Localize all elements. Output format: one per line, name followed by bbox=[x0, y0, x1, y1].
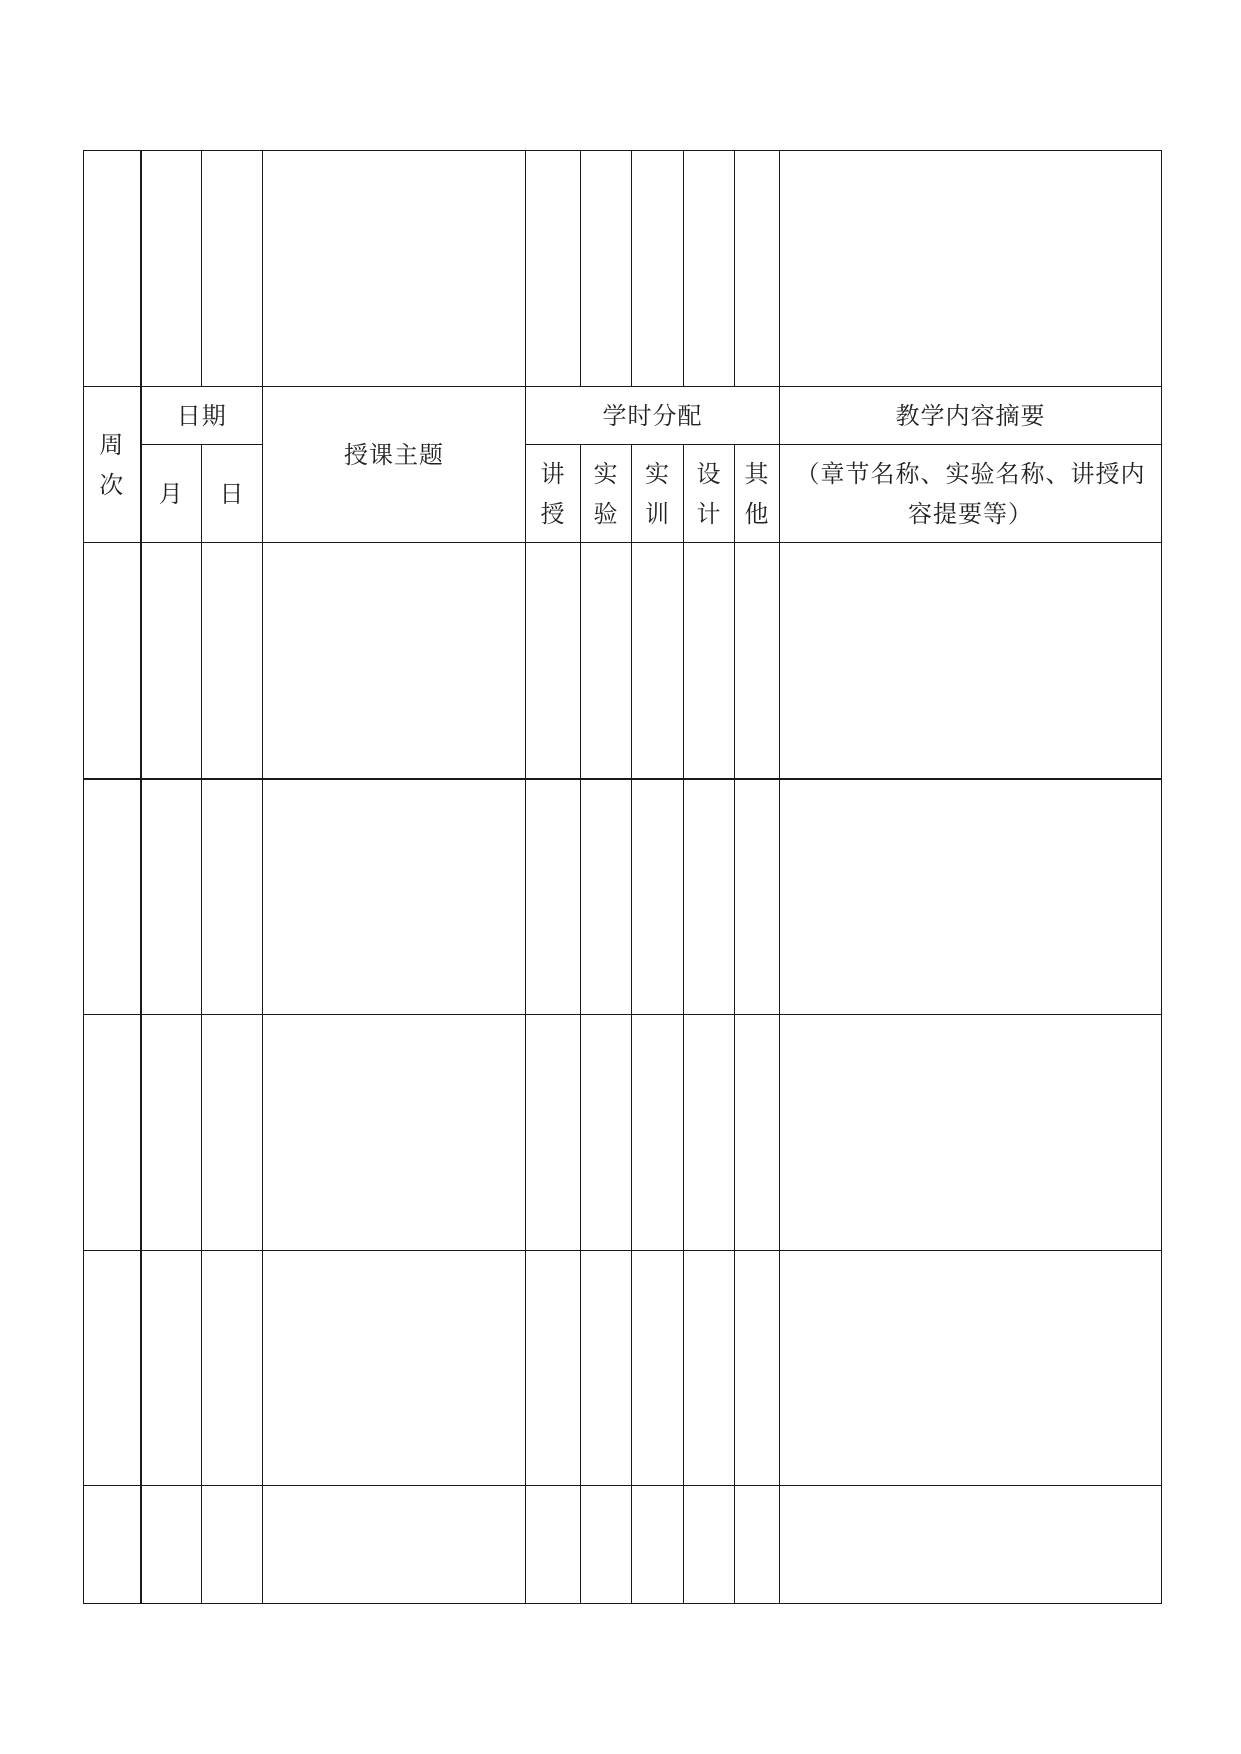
table-row bbox=[84, 779, 1162, 1015]
design-hours-cell bbox=[684, 779, 735, 1015]
topic-cell bbox=[263, 1251, 526, 1486]
training-hours-cell bbox=[632, 1486, 684, 1604]
table-row bbox=[84, 1486, 1162, 1604]
experiment-hours-cell bbox=[581, 1015, 632, 1251]
design-header: 设计 bbox=[684, 445, 735, 543]
other-hours-cell bbox=[735, 779, 780, 1015]
lecture-hours-cell bbox=[526, 1251, 581, 1486]
training-hours-cell bbox=[632, 779, 684, 1015]
summary-cell bbox=[780, 543, 1162, 779]
topic-cell bbox=[263, 151, 526, 387]
design-hours-cell bbox=[684, 1486, 735, 1604]
week-cell bbox=[84, 543, 141, 779]
topic-cell bbox=[263, 543, 526, 779]
date-header: 日期 bbox=[141, 387, 263, 445]
table-row bbox=[84, 151, 1162, 387]
experiment-hours-cell bbox=[581, 1486, 632, 1604]
lecture-hours-cell bbox=[526, 1486, 581, 1604]
month-cell bbox=[141, 151, 202, 387]
hours-header: 学时分配 bbox=[526, 387, 780, 445]
month-cell bbox=[141, 1251, 202, 1486]
teaching-schedule-table bbox=[83, 150, 1162, 1604]
experiment-hours-cell bbox=[581, 543, 632, 779]
day-cell bbox=[202, 779, 263, 1015]
header-row bbox=[84, 387, 1162, 445]
other-hours-cell bbox=[735, 1015, 780, 1251]
experiment-hours-cell bbox=[581, 779, 632, 1015]
month-cell bbox=[141, 779, 202, 1015]
other-header: 其他 bbox=[735, 445, 780, 543]
summary-note-header: （章节名称、实验名称、讲授内容提要等） bbox=[780, 445, 1162, 543]
topic-cell bbox=[263, 1015, 526, 1251]
experiment-hours-cell bbox=[581, 151, 632, 387]
header-row bbox=[84, 445, 1162, 543]
lecture-hours-cell bbox=[526, 151, 581, 387]
month-cell bbox=[141, 1015, 202, 1251]
other-hours-cell bbox=[735, 1486, 780, 1604]
training-hours-cell bbox=[632, 1015, 684, 1251]
week-cell bbox=[84, 151, 141, 387]
training-hours-cell bbox=[632, 1251, 684, 1486]
other-hours-cell bbox=[735, 543, 780, 779]
month-cell bbox=[141, 1486, 202, 1604]
month-header: 月 bbox=[141, 445, 202, 543]
lecture-header: 讲授 bbox=[526, 445, 581, 543]
day-cell bbox=[202, 1015, 263, 1251]
week-cell bbox=[84, 1251, 141, 1486]
summary-cell bbox=[780, 1251, 1162, 1486]
lecture-hours-cell bbox=[526, 543, 581, 779]
training-header: 实训 bbox=[632, 445, 684, 543]
experiment-header: 实验 bbox=[581, 445, 632, 543]
week-cell bbox=[84, 779, 141, 1015]
topic-cell bbox=[263, 1486, 526, 1604]
lecture-hours-cell bbox=[526, 779, 581, 1015]
week-cell bbox=[84, 1486, 141, 1604]
month-cell bbox=[141, 543, 202, 779]
summary-cell bbox=[780, 779, 1162, 1015]
table-row bbox=[84, 1251, 1162, 1486]
training-hours-cell bbox=[632, 151, 684, 387]
topic-header: 授课主题 bbox=[263, 387, 526, 543]
other-hours-cell bbox=[735, 151, 780, 387]
topic-cell bbox=[263, 779, 526, 1015]
day-cell bbox=[202, 543, 263, 779]
design-hours-cell bbox=[684, 543, 735, 779]
day-cell bbox=[202, 1251, 263, 1486]
week-header: 周次 bbox=[84, 387, 141, 543]
design-hours-cell bbox=[684, 1251, 735, 1486]
training-hours-cell bbox=[632, 543, 684, 779]
design-hours-cell bbox=[684, 151, 735, 387]
experiment-hours-cell bbox=[581, 1251, 632, 1486]
table-row bbox=[84, 543, 1162, 779]
lecture-hours-cell bbox=[526, 1015, 581, 1251]
summary-cell bbox=[780, 151, 1162, 387]
summary-cell bbox=[780, 1015, 1162, 1251]
other-hours-cell bbox=[735, 1251, 780, 1486]
day-header: 日 bbox=[202, 445, 263, 543]
design-hours-cell bbox=[684, 1015, 735, 1251]
table-row bbox=[84, 1015, 1162, 1251]
day-cell bbox=[202, 151, 263, 387]
summary-title-header: 教学内容摘要 bbox=[780, 387, 1162, 445]
week-cell bbox=[84, 1015, 141, 1251]
summary-cell bbox=[780, 1486, 1162, 1604]
day-cell bbox=[202, 1486, 263, 1604]
